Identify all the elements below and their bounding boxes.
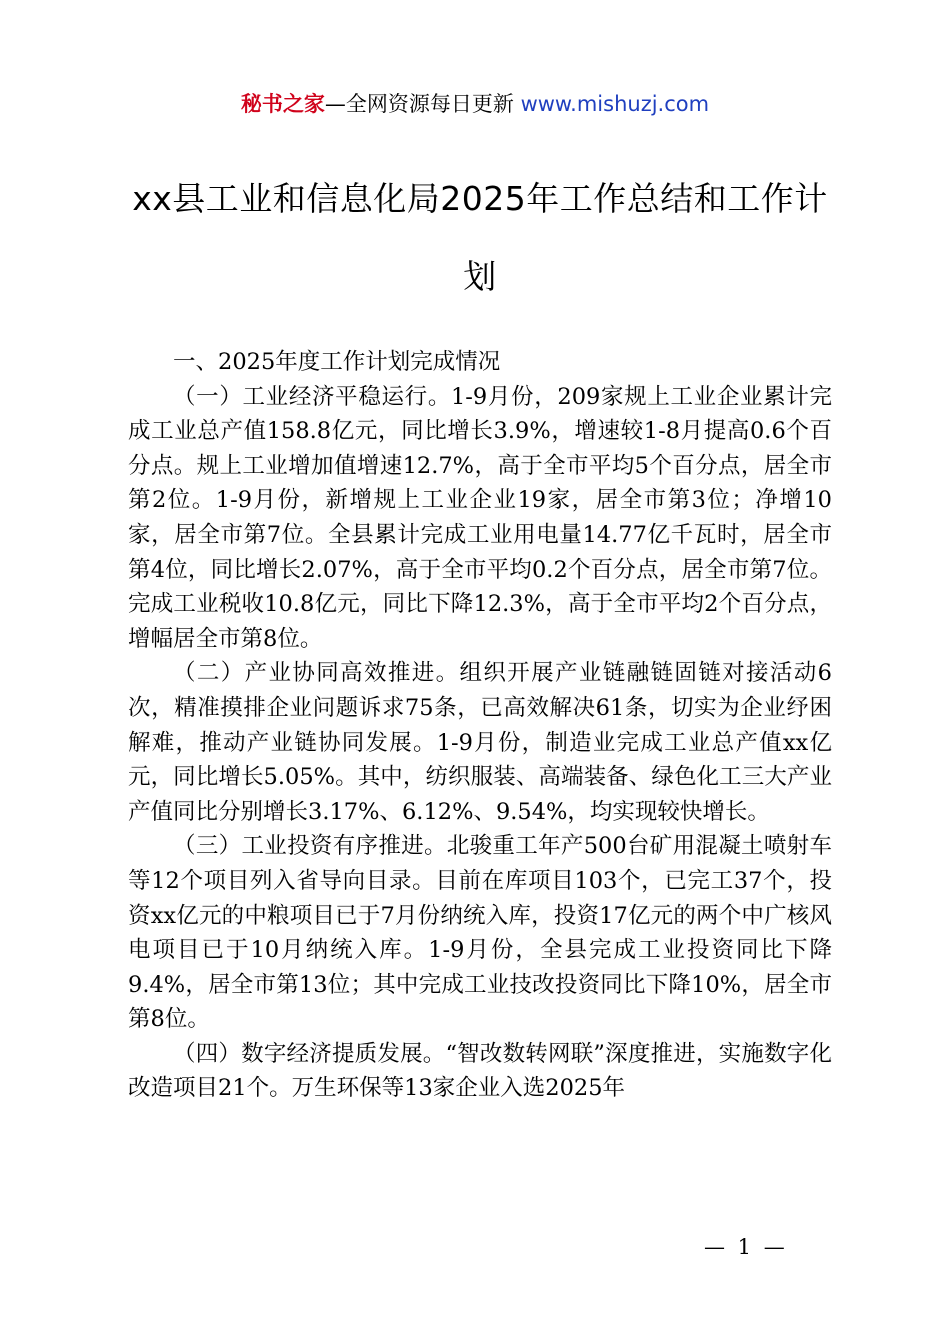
paragraph-digital-economy: （四）数字经济提质发展。“智改数转网联”深度推进，实施数字化改造项目21个。万生环保等13家企业入选2025年	[128, 1040, 832, 1102]
paragraph-industrial-economy: （一）工业经济平稳运行。1-9月份，209家规上工业企业累计完成工业总产值158.8亿元，同比增长3.9%，增速较1-8月提高0.6个百分点。规上工业增加值增速12.7%，高于全市平均5个百分点，居全市第2位。1-9月份，新增规上工业企业19家，居全市第3位；净增10家，居全市第7位。全县累计完成工业用电量14.77亿千瓦时，居全市第4位，同比增长2.07%，高于全市平均0.2个百分点，居全市第7位。完成工业税收10.8亿元，同比下降12.3%，高于全市平均2个百分点，增幅居全市第8位。	[128, 383, 832, 652]
paragraph-industrial-investment: （三）工业投资有序推进。北骏重工年产500台矿用混凝土喷射车等12个项目列入省导向目录。目前在库项目103个，已完工37个，投资xx亿元的中粮项目已于7月份纳统入库，投资17亿元的两个中广核风电项目已于10月纳统入库。1-9月份，全县完成工业投资同比下降9.4%，居全市第13位；其中完成工业技改投资同比下降10%，居全市第8位。	[128, 833, 832, 1033]
site-brand: 秘书之家	[240, 92, 325, 116]
site-url-link[interactable]: www.mishuzj.com	[520, 92, 710, 116]
paragraph-industry-synergy: （二）产业协同高效推进。组织开展产业链融链固链对接活动6次，精准摸排企业问题诉求75条，已高效解决61条，切实为企业纾困解难，推动产业链协同发展。1-9月份，制造业完成工业总产值xx亿元，同比增长5.05%。其中，纺织服装、高端装备、绿色化工三大产业产值同比分别增长3.17%、6.12%、9.54%，均实现较快增长。	[128, 660, 832, 825]
site-tagline: —全网资源每日更新	[324, 92, 521, 116]
site-header	[0, 86, 950, 122]
document-title: xx县工业和信息化局2025年工作总结和工作计划	[132, 179, 828, 296]
page-number: — 1 —	[704, 1235, 788, 1259]
section-heading: 一、2025年度工作计划完成情况	[173, 349, 501, 375]
document-body	[128, 345, 832, 1106]
